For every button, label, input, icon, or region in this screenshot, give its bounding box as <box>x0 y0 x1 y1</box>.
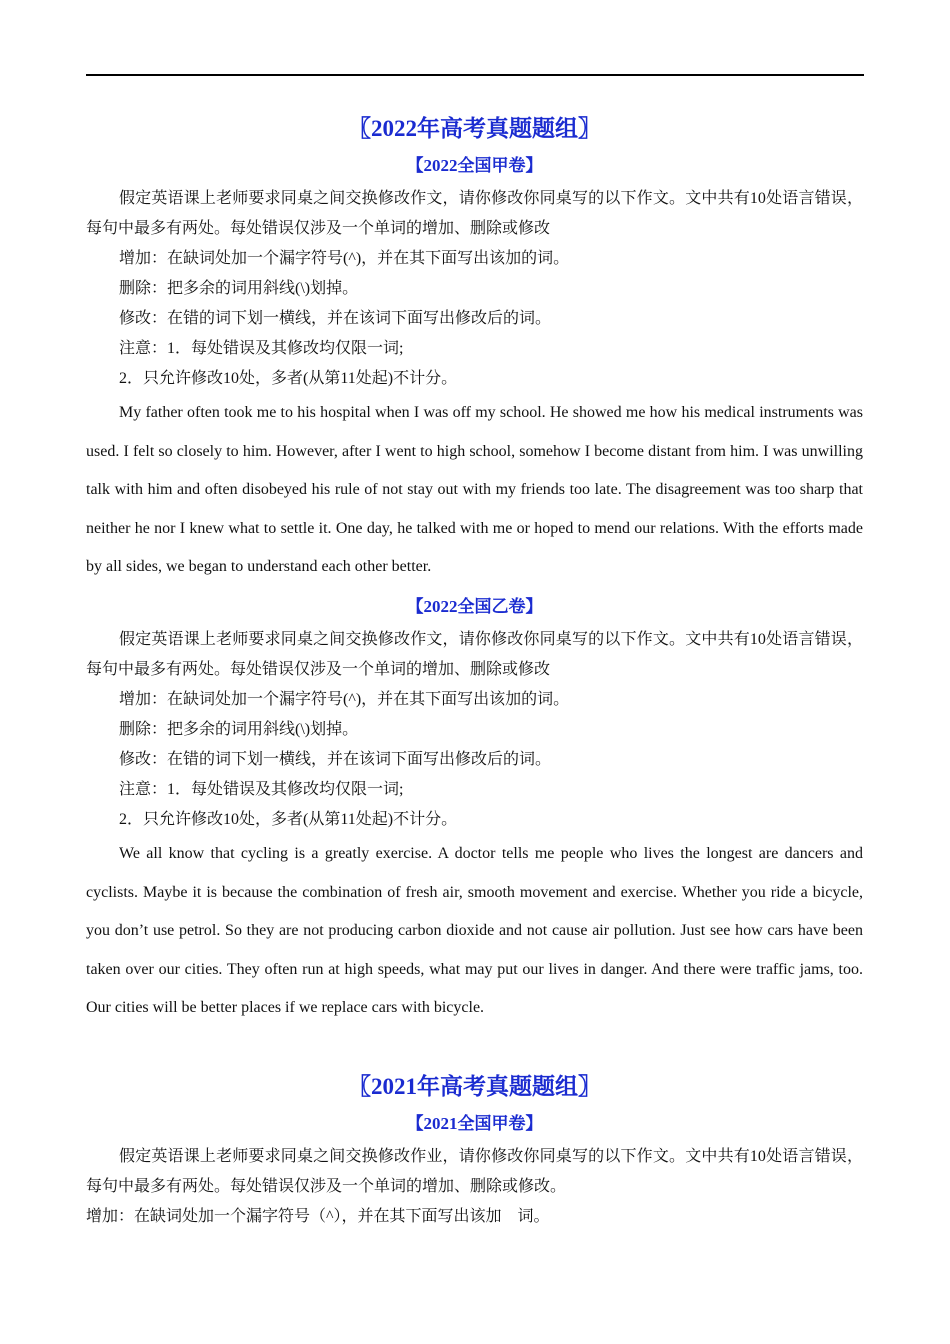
rule-note-2: 2．只允许修改10处，多者(从第11处起)不计分。 <box>119 370 458 387</box>
rule-delete: 删除：把多余的词用斜线(\)划掉。 <box>119 720 359 738</box>
exam-2022-yi <box>86 595 863 1028</box>
section-gap <box>86 1036 863 1070</box>
exam-title: 【2022全国甲卷】 <box>406 156 543 175</box>
exam-2022-jia <box>86 154 863 587</box>
exam-title: 【2021全国甲卷】 <box>406 1113 543 1133</box>
exam-title: 【2022全国乙卷】 <box>406 596 543 616</box>
rule-modify: 修改：在错的词下划一横线，并在该词下面写出修改后的词。 <box>119 750 552 768</box>
rule-delete: 删除：把多余的词用斜线(\)划掉。 <box>119 280 359 297</box>
header-rule <box>86 74 864 76</box>
rule-modify: 修改：在错的词下划一横线，并在该词下面写出修改后的词。 <box>119 310 552 327</box>
group-title: 〖2021年高考真题题组〗 <box>348 1073 601 1099</box>
exam-intro: 假定英语课上老师要求同桌之间交换修改作文，请你修改你同桌写的以下作文。文中共有10处语言错误，每句中最多有两处。每处错误仅涉及一个单词的增加、删除或修改 <box>86 630 863 678</box>
rule-add: 增加：在缺词处加一个漏字符号（^），并在其下面写出该加 词。 <box>86 1207 550 1225</box>
question-group-2021 <box>86 1070 863 1232</box>
exam-intro: 假定英语课上老师要求同桌之间交换修改作业，请你修改你同桌写的以下作文。文中共有10处语言错误，每句中最多有两处。每处错误仅涉及一个单词的增加、删除或修改。 <box>86 1147 863 1195</box>
exam-intro: 假定英语课上老师要求同桌之间交换修改作文，请你修改你同桌写的以下作文。文中共有10处语言错误，每句中最多有两处。每处错误仅涉及一个单词的增加、删除或修改 <box>86 190 863 237</box>
rule-note-1: 注意：1．每处错误及其修改均仅限一词; <box>119 780 404 798</box>
rule-add: 增加：在缺词处加一个漏字符号(^)，并在其下面写出该加的词。 <box>119 250 570 267</box>
exam-2021-jia <box>86 1112 863 1232</box>
question-group-2022 <box>86 112 863 1028</box>
rule-note-2: 2．只允许修改10处，多者(从第11处起)不计分。 <box>119 810 458 828</box>
document-content <box>86 112 863 1232</box>
essay-passage: My father often took me to his hospital when I was off my school. He showed me how his medical instruments was used. I felt so closely to him. However, after I went to high school, somehow I become distant from him. I was unwilling talk with him and often disobeyed his rule of not stay out with my friends too late. The disagreement was too sharp that neither he nor I knew what to settle it. One day, he talked with me or hoped to mend our relations. With the efforts made by all sides, we began to understand each other better. <box>86 404 863 576</box>
rule-add: 增加：在缺词处加一个漏字符号(^)，并在其下面写出该加的词。 <box>119 690 570 708</box>
essay-passage: We all know that cycling is a greatly exercise. A doctor tells me people who lives the longest are dancers and cyclists. Maybe it is because the combination of fresh air, smooth movement and exercise. Whether you ride a bicycle, you don’t use petrol. So they are not producing carbon dioxide and not cause air pollution. Just see how cars have been taken over our cities. They often run at high speeds, what may put our lives in danger. And there were traffic jams, too. Our cities will be better places if we replace cars with bicycle. <box>86 844 863 1017</box>
rule-note-1: 注意：1．每处错误及其修改均仅限一词; <box>119 340 404 357</box>
group-title: 〖2022年高考真题题组〗 <box>348 116 601 141</box>
